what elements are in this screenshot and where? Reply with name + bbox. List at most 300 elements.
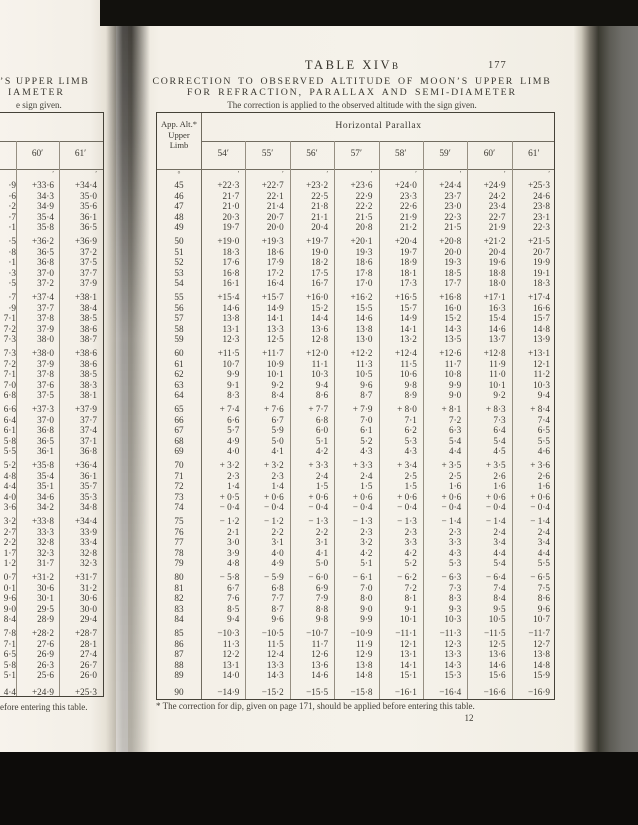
- table-row: [157, 481, 554, 492]
- correction-value: 37·4: [80, 425, 97, 435]
- table-row: [157, 628, 554, 639]
- correction-value: 14·6: [311, 670, 329, 680]
- correction-value: 22·2: [355, 201, 373, 211]
- correction-value: 5·2: [360, 435, 373, 446]
- correction-value: 6·8: [3, 390, 16, 400]
- correction-value: 1·5: [360, 481, 373, 491]
- correction-value: 37·8: [37, 313, 54, 323]
- correction-value: +31·7: [74, 572, 97, 582]
- correction-value: 2·2: [315, 526, 329, 537]
- correction-value: −10·9: [350, 628, 373, 638]
- correction-value: 3·3: [449, 537, 462, 547]
- correction-value: + 3·3: [352, 460, 373, 470]
- title-suffix: B: [392, 61, 400, 71]
- correction-value: 18·3: [222, 246, 240, 257]
- correction-value: 35·7: [80, 481, 97, 491]
- table-row: [157, 649, 554, 660]
- table-row: [157, 380, 554, 391]
- left-table-body: [0, 169, 103, 696]
- correction-value: 19·7: [222, 222, 240, 232]
- table-row: [0, 324, 103, 335]
- book-cover-right: [598, 0, 638, 825]
- correction-value: 5·7: [227, 425, 240, 435]
- minute-mark: ′: [95, 169, 97, 178]
- table-row: [0, 212, 103, 223]
- correction-value: 8·3: [449, 593, 462, 603]
- correction-value: − 6·0: [308, 572, 329, 582]
- table-row: [0, 180, 103, 191]
- correction-value: 5·4: [493, 435, 506, 446]
- correction-value: 37·9: [37, 323, 54, 334]
- correction-value: +24·4: [439, 180, 462, 190]
- footnote: * The correction for dip, given on page 171, should be applied before entering this table.: [156, 701, 475, 711]
- correction-value: 20·0: [266, 222, 284, 232]
- correction-value: 2·4: [360, 470, 373, 481]
- correction-value: 7·2: [3, 358, 16, 369]
- table-row: [0, 334, 103, 345]
- correction-value: 23·4: [488, 201, 506, 211]
- row-group: [157, 460, 554, 513]
- table-row: [157, 369, 554, 380]
- correction-value: 13·3: [266, 323, 284, 334]
- correction-value: 14·3: [266, 670, 284, 680]
- correction-value: 4·9: [227, 435, 240, 446]
- correction-value: 4·2: [360, 547, 373, 558]
- correction-value: 10·3: [533, 379, 550, 390]
- correction-value: ·5: [8, 236, 16, 246]
- correction-value: +15·4: [217, 292, 240, 302]
- correction-value: 18·3: [533, 278, 550, 288]
- correction-value: 5·4: [449, 435, 462, 446]
- table-row: [157, 604, 554, 615]
- correction-value: 16·0: [444, 302, 462, 313]
- correction-value: 2·5: [449, 470, 462, 481]
- correction-value: 10·1: [400, 614, 417, 624]
- correction-value: 21·7: [222, 190, 240, 201]
- correction-value: 6·3: [449, 425, 462, 435]
- correction-value: +12·0: [306, 348, 329, 358]
- correction-value: 5·9: [271, 425, 284, 435]
- correction-value: 20·8: [355, 222, 373, 232]
- correction-value: −16·1: [394, 687, 417, 697]
- correction-value: 35·1: [37, 481, 54, 491]
- table-row: [157, 425, 554, 436]
- apparent-altitude: 53: [174, 267, 184, 278]
- row-group: [0, 404, 103, 457]
- correction-value: 22·6: [400, 201, 417, 211]
- correction-value: −16·4: [439, 687, 462, 697]
- correction-value: 25·6: [37, 670, 54, 680]
- column-header: 61′: [528, 149, 540, 159]
- table-row: [0, 278, 103, 289]
- table-row: [0, 348, 103, 359]
- correction-value: 37·1: [80, 435, 97, 446]
- correction-value: 2·3: [449, 526, 462, 537]
- correction-value: 28·1: [80, 638, 97, 649]
- correction-value: 13·2: [400, 334, 417, 344]
- correction-value: 9·4: [537, 390, 550, 400]
- correction-value: 21·9: [400, 211, 417, 222]
- correction-table: [156, 112, 555, 700]
- correction-value: 4·2: [404, 547, 417, 558]
- row-group: [0, 572, 103, 625]
- correction-value: − 1·3: [352, 516, 373, 526]
- correction-value: +16·2: [350, 292, 373, 302]
- correction-value: 8·3: [227, 390, 240, 400]
- correction-value: + 0·6: [441, 491, 462, 502]
- correction-value: 7·5: [537, 582, 550, 593]
- correction-value: 7·2: [404, 582, 417, 593]
- correction-value: −14·9: [217, 687, 240, 697]
- apparent-altitude: 57: [174, 313, 184, 323]
- correction-value: 8·7: [360, 390, 373, 400]
- correction-value: 15·3: [444, 670, 462, 680]
- table-row: [157, 446, 554, 457]
- correction-value: 26·7: [80, 659, 97, 670]
- correction-value: ·7: [8, 211, 16, 222]
- correction-value: +38·6: [74, 348, 97, 358]
- table-row: [157, 492, 554, 503]
- correction-value: +20·1: [350, 236, 373, 246]
- apparent-altitude: 66: [174, 414, 184, 425]
- correction-value: 12·5: [266, 334, 284, 344]
- correction-value: 6·8: [271, 582, 284, 593]
- apparent-altitude: 70: [174, 460, 184, 470]
- correction-value: 2·4: [315, 470, 329, 481]
- correction-value: 11·7: [311, 638, 329, 649]
- correction-value: 37·7: [37, 302, 54, 313]
- correction-value: +12·8: [483, 348, 506, 358]
- page-stack-edge: [574, 24, 598, 756]
- correction-value: 7·6: [227, 593, 240, 603]
- table-row: [157, 212, 554, 223]
- correction-value: 18·0: [488, 278, 506, 288]
- correction-value: ·7: [8, 292, 16, 302]
- correction-value: 2·4: [493, 526, 506, 537]
- correction-value: 37·2: [80, 246, 97, 257]
- minute-mark: ′: [415, 169, 417, 178]
- correction-value: 8·7: [271, 603, 284, 614]
- table-row: [0, 492, 103, 503]
- binding-gutter-shadow: [106, 0, 150, 752]
- correction-value: 12·6: [311, 649, 329, 659]
- correction-value: +37·4: [31, 292, 54, 302]
- table-row: [0, 471, 103, 482]
- correction-value: + 8·0: [397, 404, 417, 414]
- apparent-altitude: 68: [174, 435, 184, 446]
- correction-value: 4·1: [315, 547, 329, 558]
- correction-value: ·9: [8, 180, 16, 190]
- correction-value: 23·8: [533, 201, 550, 211]
- table-row: [157, 257, 554, 268]
- correction-value: +11·7: [262, 348, 284, 358]
- correction-value: 2·6: [493, 470, 506, 481]
- correction-value: 20·7: [266, 211, 284, 222]
- table-row: [0, 670, 103, 681]
- correction-value: 19·3: [355, 246, 373, 257]
- correction-value: 3·2: [360, 537, 373, 547]
- correction-value: 15·7: [533, 313, 550, 323]
- correction-value: 9·2: [271, 379, 284, 390]
- apparent-altitude: 86: [174, 638, 184, 649]
- correction-value: + 3·3: [308, 460, 329, 470]
- table-row: [0, 660, 103, 671]
- correction-value: +37·3: [31, 404, 54, 414]
- correction-value: 36·8: [80, 446, 97, 456]
- correction-value: +35·8: [31, 460, 54, 470]
- correction-value: − 0·4: [485, 502, 506, 512]
- correction-value: ·8: [8, 246, 16, 257]
- correction-value: ·6: [8, 190, 16, 201]
- correction-value: 37·9: [37, 358, 54, 369]
- table-row: [157, 558, 554, 569]
- correction-value: 21·9: [488, 222, 506, 232]
- correction-value: 6·1: [3, 425, 16, 435]
- correction-value: 17·5: [311, 267, 329, 278]
- correction-value: 36·1: [37, 446, 54, 456]
- correction-value: 14·3: [444, 323, 462, 334]
- correction-value: 30·0: [80, 603, 97, 614]
- table-row: [0, 548, 103, 559]
- correction-value: 35·4: [37, 470, 54, 481]
- table-row: [0, 222, 103, 233]
- correction-value: 9·3: [449, 603, 462, 614]
- correction-value: 17·3: [400, 278, 417, 288]
- correction-value: 13·7: [488, 334, 506, 344]
- correction-value: 3·2: [3, 516, 16, 526]
- correction-value: + 7·4: [219, 404, 240, 414]
- correction-value: +37·9: [74, 404, 97, 414]
- apparent-altitude: 73: [174, 491, 184, 502]
- correction-value: 5·2: [3, 460, 16, 470]
- correction-value: 13·1: [222, 323, 240, 334]
- table-row: [157, 278, 554, 289]
- correction-value: + 8·3: [485, 404, 506, 414]
- table-row: [157, 324, 554, 335]
- table-row: [157, 268, 554, 279]
- correction-value: 4·4: [537, 547, 550, 558]
- table-row: [0, 583, 103, 594]
- row-group: [157, 572, 554, 625]
- correction-value: 3·4: [493, 537, 506, 547]
- correction-value: + 3·2: [219, 460, 240, 470]
- correction-value: 14·4: [311, 313, 329, 323]
- correction-value: 7·1: [3, 638, 16, 649]
- row-group: [0, 628, 103, 681]
- correction-value: 4·4: [3, 687, 16, 697]
- correction-value: 3·0: [227, 537, 240, 547]
- correction-value: +22·7: [261, 180, 284, 190]
- correction-value: 31·2: [80, 582, 97, 593]
- table-row: [0, 313, 103, 324]
- correction-value: 19·1: [533, 267, 550, 278]
- correction-value: 38·7: [80, 334, 97, 344]
- correction-value: 37·7: [80, 267, 97, 278]
- correction-value: 8·4: [3, 614, 16, 624]
- correction-value: 29·5: [37, 603, 54, 614]
- correction-value: ·3: [8, 267, 16, 278]
- correction-value: 12·3: [444, 638, 462, 649]
- minute-mark: ′: [370, 169, 373, 178]
- minute-mark: ′: [52, 169, 54, 178]
- correction-value: 1·2: [3, 558, 16, 568]
- correction-value: 11·1: [311, 358, 329, 369]
- correction-value: 14·3: [444, 659, 462, 670]
- correction-value: 1·7: [3, 547, 16, 558]
- correction-value: 12·7: [533, 638, 550, 649]
- correction-value: 32·8: [37, 537, 54, 547]
- correction-value: 6·1: [360, 425, 373, 435]
- table-row: [157, 460, 554, 471]
- correction-value: 6·4: [3, 414, 16, 425]
- correction-value: 2·7: [3, 526, 16, 537]
- apparent-altitude: 64: [174, 390, 184, 400]
- correction-value: − 1·2: [264, 516, 284, 526]
- apparent-altitude: 55: [174, 292, 184, 302]
- apparent-altitude: 69: [174, 446, 184, 456]
- table-row: [157, 614, 554, 625]
- correction-value: + 7·7: [308, 404, 329, 414]
- correction-value: +38·0: [31, 348, 54, 358]
- correction-value: 13·8: [355, 323, 373, 334]
- correction-value: 32·3: [80, 558, 97, 568]
- correction-value: −10·5: [261, 628, 284, 638]
- correction-value: 7·1: [3, 313, 16, 323]
- correction-value: 33·9: [80, 526, 97, 537]
- correction-value: 8·4: [271, 390, 284, 400]
- correction-value: +20·4: [394, 236, 417, 246]
- correction-value: +24·9: [483, 180, 506, 190]
- correction-value: 12·9: [355, 649, 373, 659]
- correction-value: 18·6: [266, 246, 284, 257]
- correction-value: 21·1: [311, 211, 329, 222]
- row-group: [0, 348, 103, 401]
- row-group: [0, 687, 103, 697]
- correction-value: 35·8: [37, 222, 54, 232]
- correction-value: +25·3: [527, 180, 550, 190]
- correction-value: +34·4: [74, 516, 97, 526]
- correction-value: 10·1: [488, 379, 506, 390]
- apparent-altitude: 85: [174, 628, 184, 638]
- correction-value: 0·7: [3, 572, 16, 582]
- correction-value: − 1·4: [485, 516, 506, 526]
- correction-value: 3·1: [271, 537, 284, 547]
- correction-value: 9·6: [360, 379, 373, 390]
- correction-value: 20·7: [533, 246, 550, 257]
- table-row: [0, 268, 103, 279]
- correction-value: 36·5: [80, 222, 97, 232]
- correction-value: 4·3: [404, 446, 417, 456]
- apparent-altitude: 60: [174, 348, 184, 358]
- correction-value: 38·5: [80, 313, 97, 323]
- apparent-altitude: 80: [174, 572, 184, 582]
- correction-value: 37·2: [37, 278, 54, 288]
- correction-value: 13·6: [488, 649, 506, 659]
- correction-value: 20·4: [311, 222, 329, 232]
- correction-value: 34·8: [80, 502, 97, 512]
- apparent-altitude: 54: [174, 278, 184, 288]
- correction-value: 2·6: [537, 470, 550, 481]
- correction-value: 12·1: [533, 358, 550, 369]
- correction-value: −15·8: [350, 687, 373, 697]
- correction-value: 16·4: [266, 278, 284, 288]
- correction-value: 0·1: [3, 582, 16, 593]
- correction-value: 11·7: [444, 358, 462, 369]
- correction-value: 7·0: [3, 379, 16, 390]
- table-row: [157, 670, 554, 681]
- correction-value: + 3·5: [485, 460, 506, 470]
- correction-value: +33·8: [31, 516, 54, 526]
- correction-value: 9·9: [227, 369, 240, 379]
- correction-value: 1·5: [315, 481, 329, 491]
- correction-value: − 0·4: [441, 502, 462, 512]
- correction-value: 5·1: [360, 558, 373, 568]
- correction-value: − 6·4: [485, 572, 506, 582]
- correction-value: 1·4: [227, 481, 240, 491]
- correction-value: 9·6: [537, 603, 550, 614]
- correction-value: +36·2: [31, 236, 54, 246]
- row-group: [157, 687, 554, 698]
- degree-mark: °: [177, 169, 181, 178]
- correction-value: 11·3: [356, 358, 373, 369]
- correction-value: 13·8: [355, 659, 373, 670]
- row-group: [0, 236, 103, 289]
- row-group: [0, 292, 103, 345]
- correction-value: 14·6: [488, 323, 506, 334]
- correction-value: 14·9: [400, 313, 417, 323]
- table-row: [157, 292, 554, 303]
- row-group: [157, 180, 554, 233]
- units-row: [157, 170, 554, 178]
- correction-value: 15·6: [488, 670, 506, 680]
- correction-value: 7·1: [404, 414, 417, 425]
- correction-value: 11·9: [356, 638, 373, 649]
- correction-value: 3·6: [3, 502, 16, 512]
- correction-value: − 6·5: [530, 572, 550, 582]
- correction-value: 6·5: [3, 649, 16, 659]
- correction-value: − 1·3: [308, 516, 329, 526]
- correction-value: 7·3: [449, 582, 462, 593]
- correction-value: 15·2: [444, 313, 462, 323]
- correction-value: 37·5: [37, 390, 54, 400]
- table-row: [0, 191, 103, 202]
- table-row: [0, 390, 103, 401]
- table-row: [0, 481, 103, 492]
- correction-value: 22·3: [444, 211, 462, 222]
- table-row: [0, 614, 103, 625]
- correction-value: 14·6: [355, 313, 373, 323]
- table-row: [157, 180, 554, 191]
- correction-value: − 0·4: [308, 502, 329, 512]
- correction-value: 34·2: [37, 502, 54, 512]
- row-group: [157, 292, 554, 345]
- correction-value: 6·7: [227, 582, 240, 593]
- correction-value: +15·7: [261, 292, 284, 302]
- correction-value: 13·3: [444, 649, 462, 659]
- correction-value: 22·5: [311, 190, 329, 201]
- correction-value: 11·5: [267, 638, 284, 649]
- correction-value: 5·5: [537, 435, 550, 446]
- table-row: [157, 236, 554, 247]
- row-group: [157, 348, 554, 401]
- correction-value: 2·5: [404, 470, 417, 481]
- row-group: [0, 180, 103, 233]
- apparent-altitude: 63: [174, 379, 184, 390]
- correction-value: 17·9: [266, 257, 284, 267]
- correction-value: 23·7: [444, 190, 462, 201]
- correction-value: 4·4: [3, 481, 16, 491]
- correction-value: 5·0: [315, 558, 329, 568]
